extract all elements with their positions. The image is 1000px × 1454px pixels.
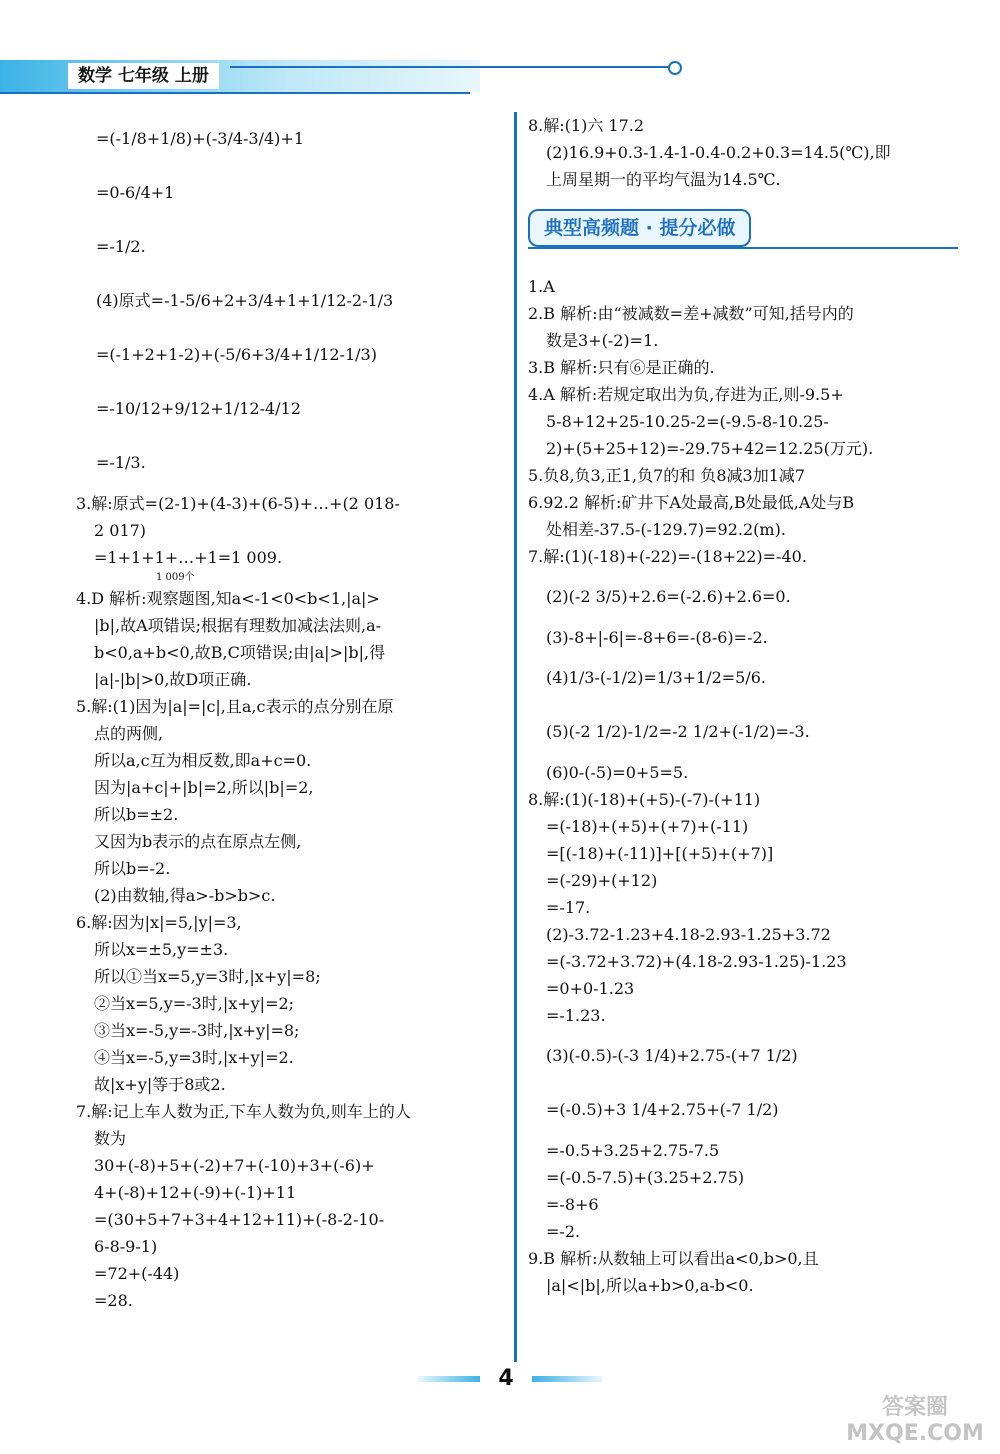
answer-line: =0+0-1.23 xyxy=(546,979,635,998)
answer-line: 因为|a+c|+|b|=2,所以|b|=2, xyxy=(94,778,314,797)
answer-line: =-0.5+3.25+2.75-7.5 xyxy=(546,1141,720,1160)
answer-line: =-1/2. xyxy=(96,237,146,256)
book-title: 数学 七年级 上册 xyxy=(68,63,219,89)
answer-line: ④当x=-5,y=3时,|x+y|=2. xyxy=(94,1048,294,1067)
answer-line: =1+1+1+…+1=1 009. xyxy=(94,548,283,567)
answer-line: 1.A xyxy=(528,277,555,296)
answer-line: =-1/3. xyxy=(96,453,146,472)
answer-line: 故|x+y|等于8或2. xyxy=(94,1075,226,1094)
answer-line: (2)-3.72-1.23+4.18-2.93-1.25+3.72 xyxy=(546,925,831,944)
answer-line: 6.解:因为|x|=5,|y|=3, xyxy=(76,913,242,932)
answer-line: 2.B 解析:由“被减数=差+减数”可知,括号内的 xyxy=(528,304,854,323)
header-circle-ornament xyxy=(668,61,682,75)
footer-ornament-right xyxy=(532,1376,602,1382)
answer-line: =-2. xyxy=(546,1222,581,1241)
answer-line: =[(-18)+(-11)]+[(+5)+(+7)] xyxy=(546,844,774,863)
answer-line: (2)(-2 3/5)+2.6=(-2.6)+2.6=0. xyxy=(546,587,791,606)
answer-line: 6.92.2 解析:矿井下A处最高,B处最低,A处与B xyxy=(528,493,855,512)
answer-line: =(-29)+(+12) xyxy=(546,871,658,890)
answer-line: ③当x=-5,y=-3时,|x+y|=8; xyxy=(94,1021,300,1040)
answer-line: =-17. xyxy=(546,898,591,917)
watermark-line2: MXQE.COM xyxy=(846,1421,984,1446)
answer-line: 9.B 解析:从数轴上可以看出a<0,b>0,且 xyxy=(528,1249,819,1268)
answer-line: =(-1+2+1-2)+(-5/6+3/4+1/12-1/3) xyxy=(96,345,377,364)
answer-line: 2)+(5+25+12)=-29.75+42=12.25(万元). xyxy=(546,439,874,458)
column-divider xyxy=(514,112,517,1362)
answer-line: 点的两侧, xyxy=(94,724,164,743)
answer-line: 上周星期一的平均气温为14.5℃. xyxy=(546,170,781,189)
answer-line: 4.D 解析:观察题图,知a<-1<0<b<1,|a|> xyxy=(76,589,380,608)
answer-line: |b|,故A项错误;根据有理数加减法法则,a- xyxy=(94,616,382,635)
answer-line: |a|<|b|,所以a+b>0,a-b<0. xyxy=(546,1276,754,1295)
section-banner xyxy=(528,209,968,251)
footer-ornament-left xyxy=(418,1376,480,1382)
answer-line: (4)原式=-1-5/6+2+3/4+1+1/12-2-1/3 xyxy=(96,291,394,310)
answer-line: 6-8-9-1) xyxy=(94,1237,158,1256)
answer-line: =-1.23. xyxy=(546,1006,606,1025)
answer-line: 8.解:(1)(-18)+(+5)-(-7)-(+11) xyxy=(528,790,761,809)
answer-line: ②当x=5,y=-3时,|x+y|=2; xyxy=(94,994,295,1013)
answer-line: =0-6/4+1 xyxy=(96,183,175,202)
answer-line: 7.解:记上车人数为正,下车人数为负,则车上的人 xyxy=(76,1102,411,1121)
page-number: 4 xyxy=(498,1366,514,1391)
answer-line: 7.解:(1)(-18)+(-22)=-(18+22)=-40. xyxy=(528,547,807,566)
answer-line: =(-3.72+3.72)+(4.18-2.93-1.25)-1.23 xyxy=(546,952,847,971)
answer-line: 处相差-37.5-(-129.7)=92.2(m). xyxy=(546,520,786,539)
answer-line: 又因为b表示的点在原点左侧, xyxy=(94,832,302,851)
answer-line: 5.解:(1)因为|a|=|c|,且a,c表示的点分别在原 xyxy=(76,697,394,716)
answer-line: 所以b=±2. xyxy=(94,805,179,824)
answer-line: 5-8+12+25-10.25-2=(-9.5-8-10.25- xyxy=(546,412,829,431)
answer-line: =28. xyxy=(94,1291,133,1310)
answer-line: 数是3+(-2)=1. xyxy=(546,331,659,350)
right-column xyxy=(528,112,968,1299)
answer-line: =-10/12+9/12+1/12-4/12 xyxy=(96,399,301,418)
answer-line: 2 017) xyxy=(94,521,147,540)
answer-line: (2)由数轴,得a>-b>b>c. xyxy=(94,886,276,905)
header-rule-top xyxy=(230,66,670,68)
answer-line: =(30+5+7+3+4+12+11)+(-8-2-10- xyxy=(94,1210,385,1229)
answer-line: (4)1/3-(-1/2)=1/3+1/2=5/6. xyxy=(546,668,767,687)
answer-line: =(-0.5-7.5)+(3.25+2.75) xyxy=(546,1168,745,1187)
answer-line: 3.B 解析:只有⑥是正确的. xyxy=(528,358,715,377)
answer-line: 数为 xyxy=(94,1129,127,1148)
answer-line: 所以①当x=5,y=3时,|x+y|=8; xyxy=(94,967,321,986)
answer-line: =72+(-44) xyxy=(94,1264,180,1283)
left-column xyxy=(76,112,506,1314)
answer-line: (6)0-(-5)=0+5=5. xyxy=(546,763,689,782)
watermark xyxy=(840,1395,990,1450)
answer-line: 4+(-8)+12+(-9)+(-1)+11 xyxy=(94,1183,297,1202)
answer-line: 5.负8,负3,正1,负7的和 负8减3加1减7 xyxy=(528,466,806,485)
answer-line: (3)-8+|-6|=-8+6=-(8-6)=-2. xyxy=(546,628,768,647)
section-banner-title: 典型高频题 · 提分必做 xyxy=(528,209,751,247)
answer-line: 所以b=-2. xyxy=(94,859,171,878)
answer-line: (3)(-0.5)-(-3 1/4)+2.75-(+7 1/2) xyxy=(546,1046,798,1065)
answer-line: 所以x=±5,y=±3. xyxy=(94,940,229,959)
answer-line: =(-18)+(+5)+(+7)+(-11) xyxy=(546,817,749,836)
underbrace-note: 1 009个 xyxy=(156,572,195,583)
header-rule-bottom xyxy=(0,92,470,94)
answer-line: 8.解:(1)六 17.2 xyxy=(528,116,645,135)
section-banner-rule xyxy=(528,247,958,249)
watermark-line1: 答案圈 xyxy=(881,1395,948,1420)
answer-line: b<0,a+b<0,故B,C项错误;由|a|>|b|,得 xyxy=(94,643,386,662)
answer-line: =-8+6 xyxy=(546,1195,599,1214)
answer-line: =(-0.5)+3 1/4+2.75+(-7 1/2) xyxy=(546,1100,779,1119)
answer-line: 4.A 解析:若规定取出为负,存进为正,则-9.5+ xyxy=(528,385,844,404)
answer-line: 3.解:原式=(2-1)+(4-3)+(6-5)+…+(2 018- xyxy=(76,494,400,513)
answer-line: 30+(-8)+5+(-2)+7+(-10)+3+(-6)+ xyxy=(94,1156,375,1175)
answer-line: 所以a,c互为相反数,即a+c=0. xyxy=(94,751,312,770)
answer-line: (5)(-2 1/2)-1/2=-2 1/2+(-1/2)=-3. xyxy=(546,722,810,741)
answer-line: |a|-|b|>0,故D项正确. xyxy=(94,670,252,689)
answer-line: (2)16.9+0.3-1.4-1-0.4-0.2+0.3=14.5(℃),即 xyxy=(546,143,891,162)
answer-line: =(-1/8+1/8)+(-3/4-3/4)+1 xyxy=(96,129,304,148)
